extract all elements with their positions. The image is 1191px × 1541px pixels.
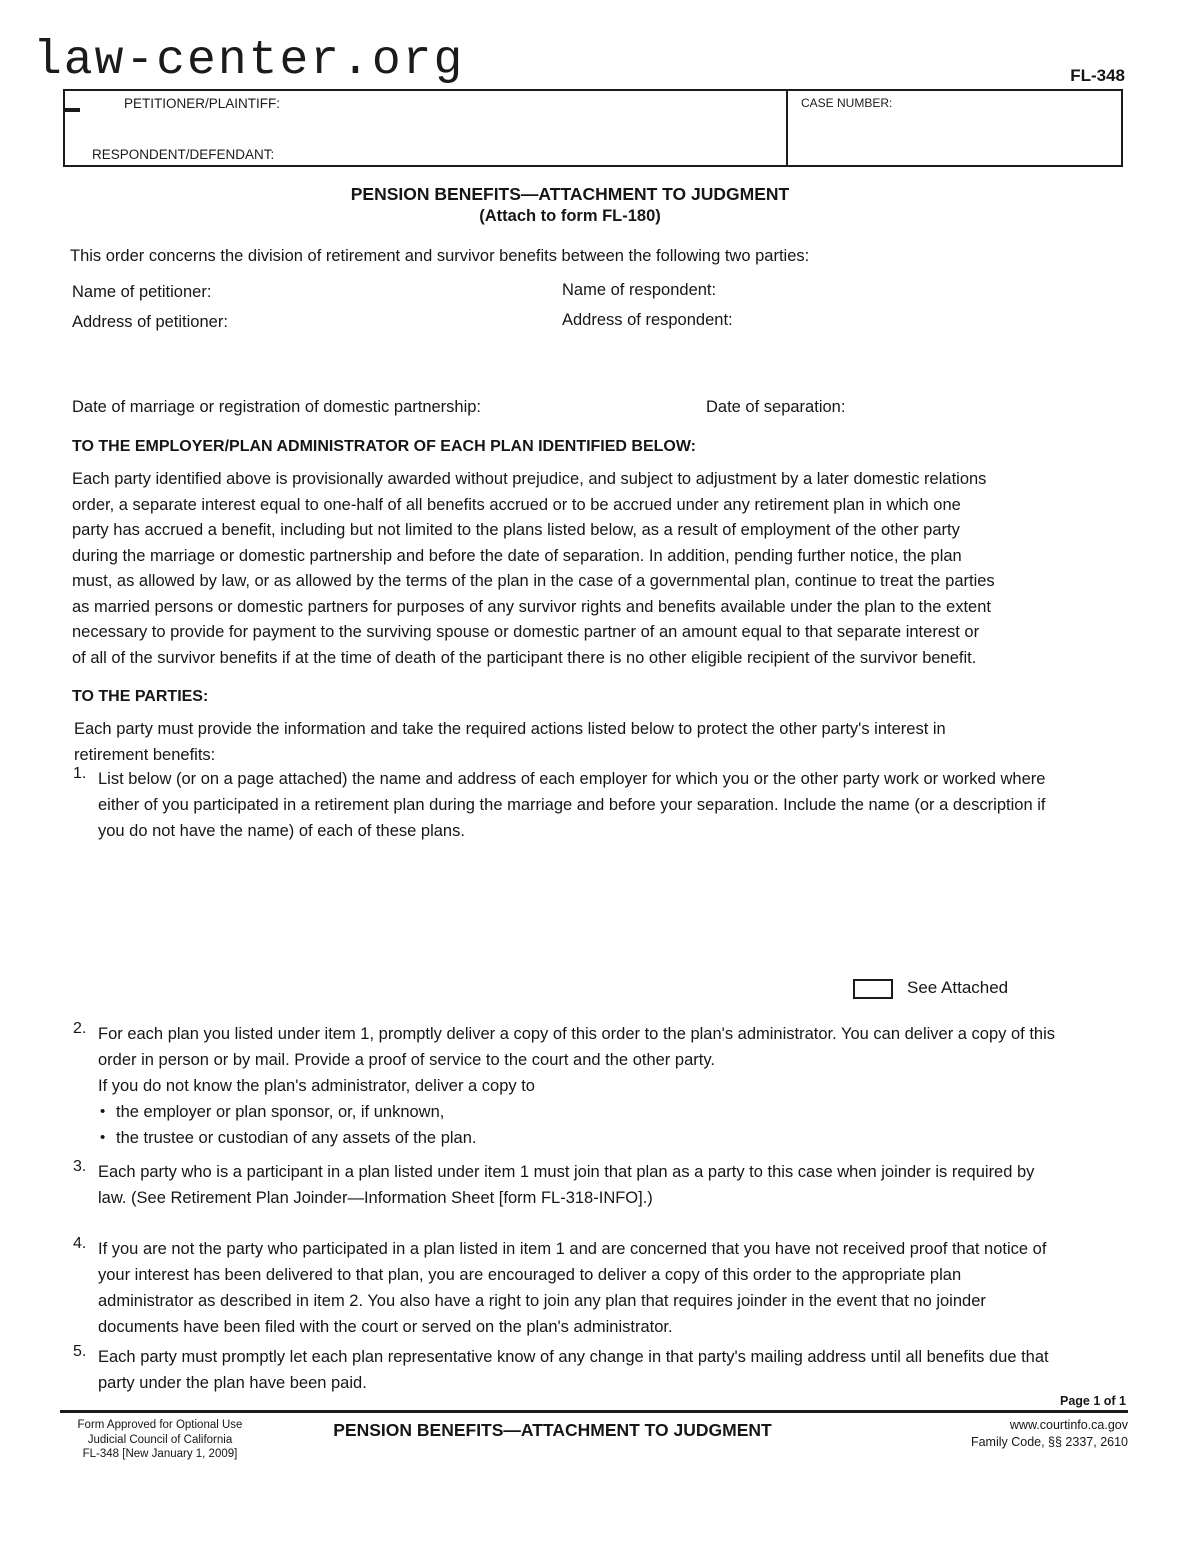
text-line: during the marriage or domestic partnership and before the date of separation. In addition, pending further notice, the plan: [72, 546, 962, 565]
bullet-line: • the trustee or custodian of any assets of the plan.: [98, 1125, 1055, 1151]
case-number-label: CASE NUMBER:: [801, 96, 893, 110]
form-title: PENSION BENEFITS—ATTACHMENT TO JUDGMENT: [350, 184, 790, 204]
item-3-number: 3.: [73, 1158, 87, 1175]
footer-rule: [60, 1410, 1128, 1413]
site-logo: law-center.org: [33, 34, 465, 88]
text-line: as married persons or domestic partners for purposes of any survivor rights and benefits available under the plan to the extent: [72, 597, 991, 616]
text-line: FL-348 [New January 1, 2009]: [82, 1448, 238, 1460]
address-respondent-label: Address of respondent:: [562, 311, 733, 329]
item-3-text: [98, 1159, 1034, 1211]
case-number-box: [786, 89, 1123, 167]
item-5-text: [98, 1344, 1049, 1396]
text-line: Form Approved for Optional Use: [77, 1419, 243, 1431]
footer-approval-block: [60, 1418, 260, 1462]
text-line: If you are not the party who participated in a plan listed in item 1 and are concerned that you have not received proof that notice of: [98, 1240, 1047, 1258]
date-marriage-label: Date of marriage or registration of domestic partnership:: [72, 398, 482, 416]
bullet-line: • the employer or plan sponsor, or, if unknown,: [98, 1099, 1055, 1125]
employer-section-paragraph: [72, 467, 995, 671]
footer-website: www.courtinfo.ca.gov: [1009, 1418, 1128, 1432]
text-line: of all of the survivor benefits if at the time of death of the participant there is no other eligible recipient of the survivor benefit.: [72, 648, 977, 667]
footer-reference-block: [800, 1417, 1128, 1451]
text-line: Each party who is a participant in a plan listed under item 1 must join that plan as a party to this case when joinder is required by: [98, 1163, 1035, 1181]
item-5-number: 5.: [73, 1343, 87, 1360]
text-line: law. (See Retirement Plan Joinder—Information Sheet [form FL-318-INFO].): [98, 1189, 653, 1207]
item-1-text: [98, 766, 1045, 844]
form-number: FL-348: [1070, 66, 1125, 85]
text-line: either of you participated in a retirement plan during the marriage and before your separation. Include the name (or a description if: [98, 796, 1046, 814]
text-line: administrator as described in item 2. You also have a right to join any plan that requires joinder in the event that no joinder: [98, 1292, 986, 1310]
employer-section-heading: TO THE EMPLOYER/PLAN ADMINISTRATOR OF EACH PLAN IDENTIFIED BELOW:: [72, 438, 697, 455]
text-line: order, a separate interest equal to one-half of all benefits accrued or to be accrued under any retirement plan in which one: [72, 495, 961, 514]
text-line: documents have been filed with the court or served on the plan's administrator.: [98, 1318, 673, 1336]
see-attached-label: See Attached: [907, 978, 1009, 997]
item-4-number: 4.: [73, 1235, 87, 1252]
parties-intro: [74, 716, 946, 768]
parties-section-heading: TO THE PARTIES:: [72, 688, 209, 705]
text-line: order in person or by mail. Provide a proof of service to the court and the other party.: [98, 1051, 715, 1069]
text-line: For each plan you listed under item 1, promptly deliver a copy of this order to the plan's administrator. You can deliver a copy of this: [98, 1025, 1055, 1043]
text-line: retirement benefits:: [74, 746, 216, 764]
footer-code-reference: Family Code, §§ 2337, 2610: [970, 1435, 1128, 1449]
see-attached-checkbox[interactable]: [853, 979, 893, 999]
date-separation-label: Date of separation:: [706, 398, 846, 416]
text-line: Each party identified above is provisionally awarded without prejudice, and subject to adjustment by a later domestic relations: [72, 470, 987, 488]
text-line: Judicial Council of California: [87, 1433, 233, 1446]
footer-form-title: PENSION BENEFITS—ATTACHMENT TO JUDGMENT: [333, 1420, 772, 1440]
text-line: party has accrued a benefit, including but not limited to the plans listed below, as a result of employment of the other party: [72, 521, 960, 539]
page-number: Page 1 of 1: [1060, 1394, 1126, 1408]
item-2-number: 2.: [73, 1020, 87, 1037]
text-line: must, as allowed by law, or as allowed by the terms of the plan in the case of a governmental plan, continue to treat the parties: [72, 572, 995, 590]
respondent-label: RESPONDENT/DEFENDANT:: [92, 147, 275, 162]
item-1-number: 1.: [73, 765, 87, 782]
item-2-text: [98, 1021, 1055, 1151]
address-petitioner-label: Address of petitioner:: [72, 313, 228, 331]
petitioner-label: PETITIONER/PLAINTIFF:: [124, 96, 281, 111]
text-line: necessary to provide for payment to the surviving spouse or domestic partner of an amount equal to that separate interest or: [72, 623, 980, 641]
name-petitioner-label: Name of petitioner:: [72, 283, 212, 301]
party-caption-box: [63, 89, 786, 167]
name-respondent-label: Name of respondent:: [562, 281, 717, 299]
text-line: If you do not know the plan's administrator, deliver a copy to: [98, 1077, 535, 1095]
text-line: you do not have the name) of each of these plans.: [98, 822, 465, 840]
text-line: party under the plan have been paid.: [98, 1374, 367, 1392]
intro-sentence: This order concerns the division of retirement and survivor benefits between the following two parties:: [70, 247, 810, 265]
text-line: your interest has been delivered to that plan, you are encouraged to deliver a copy of this order to the appropriate plan: [98, 1266, 962, 1284]
text-line: List below (or on a page attached) the name and address of each employer for which you or the other party work or worked where: [98, 770, 1046, 788]
corner-tick: [65, 108, 80, 112]
form-subtitle: (Attach to form FL-180): [479, 207, 661, 225]
text-line: Each party must promptly let each plan representative know of any change in that party's mailing address until all benefits due that: [98, 1348, 1049, 1366]
item-4-text: [98, 1236, 1046, 1340]
text-line: Each party must provide the information and take the required actions listed below to protect the other party's interest in: [74, 720, 946, 738]
